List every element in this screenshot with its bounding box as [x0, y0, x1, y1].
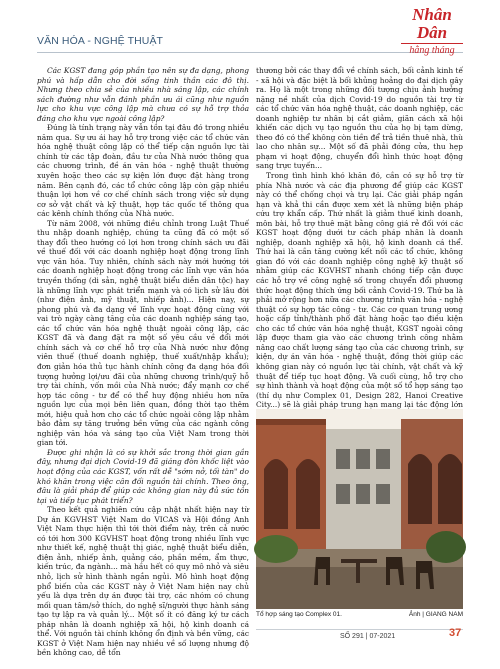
courtyard-illustration — [256, 409, 463, 609]
article-column-left — [37, 66, 249, 658]
page-number: 37 — [449, 627, 462, 639]
photo-caption: Tổ hợp sáng tạo Complex 01. — [256, 611, 342, 618]
question-paragraph: Các KGST đang góp phần tạo nên sự đa dạng, phong phú và hấp dẫn cho đời sống tinh thần các đô thị. Nhưng theo chia sẻ của nhiều nhà sáng lập, các chính sách đường như vẫn đánh phần ưu ái cũng như nguồn lực cho khu vực công lập mà chưa có sự hỗ trợ thỏa đáng cho khu vực ngoài công lập? — [37, 66, 249, 123]
article-column-right — [256, 66, 463, 429]
photo-credit: Ảnh | GIANG NAM — [408, 611, 463, 618]
footer-divider — [256, 629, 463, 630]
body-paragraph: Theo kết quả nghiên cứu cập nhật nhất hiện nay từ Dự án KGVHST Việt Nam do VICAS và Hội đồng Anh Việt Nam thực hiện thì tới thời điểm này, trên cả nước có tới hơn 300 KGVHST hoạt động trong nhiều lĩnh vực như thiết kế, nghệ thuật thị giác, nghệ thuật biểu diễn, điện ảnh, nhiếp ảnh, quảng cáo, phần mềm, ẩm thực, kiến trúc, đa ngành... mà hầu hết có quy mô nhỏ và siêu nhỏ, lịch sử hình thành ngắn ngủi. Mô hình hoạt động phổ biến của các KGST này ở Việt Nam hiện nay chủ yếu là dựa trên dự án được tài trợ, các nhóm có chung mối quan tâm/sở thích, do nghệ sĩ/người thực hành sáng tạo tự lập ra và quản lý... Một số ít có đăng ký tư cách pháp nhân là doanh nghiệp xã hội, hộ kinh doanh cá thể. Với nguồn tài chính không ổn định và bền vững, các KGST ở Việt Nam hiện nay nhiều về số lượng nhưng độ bền không cao, dễ tổn — [37, 505, 249, 658]
logo-main-text: Nhân Dân — [412, 5, 452, 42]
question-paragraph: Được ghi nhận là có sự khởi sắc trong thời gian gần đây, nhưng đại dịch Covid-19 đã giáng đòn khốc liệt vào hoạt động của các KGST, vốn rất dễ "sớm nở, tối tàn" do khó khăn trong việc cân đối nguồn tài chính. Theo ông, đâu là giải pháp để giúp các không gian này đủ sức tồn tại và tiếp tục phát triển? — [37, 447, 249, 505]
page-footer — [0, 622, 500, 646]
issue-info: SỐ 291 | 07-2021 — [340, 633, 396, 640]
body-paragraph: thương bởi các thay đổi về chính sách, bối cảnh kinh tế - xã hội và đặc biệt là bối khủng hoảng do đại dịch gây ra. Họ là một trong những đối tượng chịu ảnh hưởng nặng nề nhất của dịch Covid-19 do nguồn tài trợ từ các tổ chức văn hóa nghệ thuật, các doanh nghiệp, các doanh nghiệp tư nhân bị cắt giảm, giãn cách xã hội khiến các dịch vụ tạo nguồn thu của họ bị tạm dừng, theo đó có thể không còn tiền để trả tiền thuê nhà, thù lao cho nhân sự... Một số đã phải đóng cửa, thu hẹp phạm vi hoạt động, chuyển đổi hình thức hoạt động sang trực tuyến... — [256, 66, 463, 171]
logo-sub-text: hằng tháng — [401, 43, 463, 57]
page-header — [0, 0, 500, 62]
body-paragraph: Trong tình hình khó khăn đó, cần có sự hỗ trợ từ phía Nhà nước và các địa phương để giúp các KGST này có thể chống chọi và trụ lại. Các giải pháp ngắn hạn và khả thi cần được xem xét là những biện pháp cứu trợ khẩn cấp. Thứ nhất là giảm thuế kinh doanh, môn bài, hỗ trợ thuê mặt bằng công giá rẻ đối với các KGST hoạt động dưới tư cách pháp nhân là doanh nghiệp, doanh nghiệp xã hội, hộ kinh doanh cá thể. Thứ hai là cần tăng cường kết nối các tổ chức, không gian đó với các doanh nghiệp công nghệ kỹ thuật số nhằm giúp các KGVHST nhanh chóng tiếp cận được các hỗ trợ về công nghệ số trong chuyển đổi phương thức hoạt động thích ứng bối cảnh Covid-19. Thứ ba là phải mở rộng hơn nữa các chương trình văn hóa - nghệ thuật có sự hợp tác công - tư. Các cơ quan trung ương hoặc cấp tỉnh/thành phố đặt hàng hoặc tạo điều kiện cho các tổ chức văn hóa nghệ thuật, KGST ngoài công lập được tham gia vào các chương trình công nhằm nâng cao chất lượng sáng tạo của các chương trình, sự kiện, dự án văn hóa - nghệ thuật, đồng thời giúp các không gian này có nguồn lực tài chính, vật chất và kỹ thuật để tiếp tục hoạt động. Và cuối cùng, hỗ trợ cho sự hình thành và hoạt động của một số tổ hợp sáng tạo (thí dụ như Complex 01, Design 282, Hanoi Creative City...) sẽ là giải pháp trung hạn mang lại tác động lớn — [256, 171, 463, 410]
header-divider — [37, 52, 463, 53]
section-title: VĂN HÓA - NGHỆ THUẬT — [37, 35, 164, 47]
body-paragraph: Đúng là tính trạng này vẫn tồn tại đâu đó trong nhiều năm qua. Sự ưu ái hay hỗ trợ trong việc các tổ chức văn hóa nghệ thuật công lập có thể tiếp cận nguồn lực tài chính từ các tập đoàn, đầu tư của Nhà nước thông qua các chương trình, đề án văn hóa - nghệ thuật thường xuyên hoặc theo các sự kiện lớn được đặt hàng trong năm. Bên cạnh đó, các tổ chức công lập còn gặp nhiều thuận lợi hơn về cơ chế chính sách trong việc sử dụng cơ sở vật chất và kỹ thuật, hợp tác quốc tế thông qua các kênh chính thống của Nhà nước. — [37, 123, 249, 219]
publication-logo — [397, 5, 467, 56]
body-paragraph: Từ năm 2008, với những điều chỉnh trong Luật Thuế thu nhập doanh nghiệp, chúng ta cũng đã có một số thay đổi theo hướng có lợi hơn trong chính sách ưu đãi về thuế đối với các doanh nghiệp hoạt động trong lĩnh vực văn hóa. Tuy nhiên, chính sách này mới hướng tới các doanh nghiệp hoạt động trong các lĩnh vực văn hóa truyền thống (di sản, nghệ thuật biểu diễn dân tộc) hay là những lĩnh vực phát triển mạnh và có lịch sử lâu đời (như điện ảnh, mỹ thuật, nhiếp ảnh)... Hiện nay, sự phong phú và đa dạng về lĩnh vực hoạt động cùng với vai trò ngày càng tăng của các doanh nghiệp sáng tạo, các tổ chức văn hóa nghệ thuật ngoài công lập, các KGST đã và đang đặt ra một số yêu cầu về đổi mới chính sách và cơ chế hỗ trợ của Nhà nước như động viên thuế (thuế doanh nghiệp, thuế xuất/nhập khẩu); đơn giản hóa thủ tục hành chính công đa dạng hóa đối tượng hưởng lợi/ưu đãi của những chương trình/quỹ hỗ trợ tài chính, vốn mồi của Nhà nước; đẩy mạnh cơ chế hợp tác công - tư để có thể huy động nhiều hơn nữa nguồn lực của mọi bên liên quan, đồng thời tạo thêm mới, hiệu quả hơn cho các tổ chức ngoài công lập nhằm bảo đảm sự tăng trưởng bền vững của các ngành công nghiệp văn hóa và sáng tạo của Việt Nam trong thời gian tới. — [37, 218, 249, 448]
